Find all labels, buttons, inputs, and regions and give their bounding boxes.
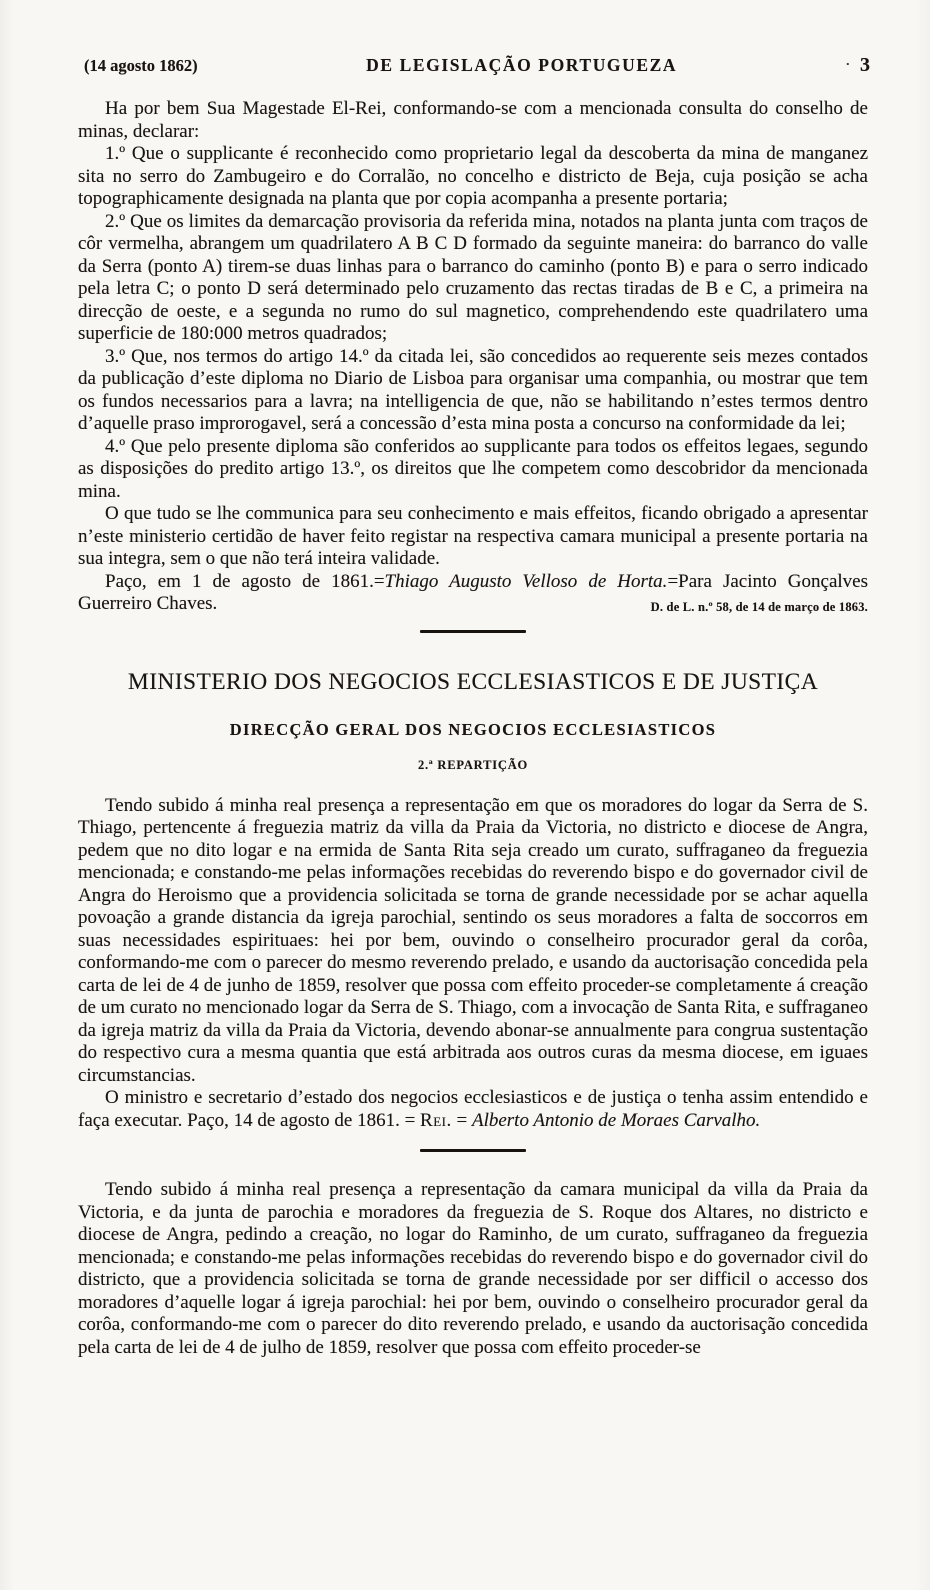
decree-raminho <box>78 1179 868 1359</box>
decree-closing-separator: = <box>451 1109 472 1131</box>
decree-santa-rita-body: Tendo subido á minha real presença a representação em que os moradores do logar da Serra de S. Thiago, pertencente á freguezia matriz da villa da Praia da Victoria, no districto e diocese de Angra, pedem que no dito logar e na ermida de Santa Rita seja creado um curato, suffraganeo da freguezia mencionada; e constando-me pelas informações recebidas do reverendo bispo e do governador civil de Angra do Heroismo que a providencia solicitada se torna de grande necessidade por se achar aquella povoação a grande distancia da igreja parochial, sentindo os seus moradores a falta de soccorros em suas necessidades espirituaes: hei por bem, ouvindo o conselheiro procurador geral da corôa, conformando-me com o parecer do mesmo reverendo prelado, e usando da auctorisação concedida pela carta de lei de 4 de junho de 1859, resolver que possa com effeito proceder-se completamente á creação de um curato no mencionado logar da Serra de S. Thiago, com a invocação de Santa Rita, e suffraganeo da igreja matriz da villa da Praia da Victoria, devendo abonar-se annualmente para congrua sustentação do respectivo cura a mesma quantia que está arbitrada aos outros curas da mesma diocese, em iguaes circumstancias. <box>78 794 868 1086</box>
journal-title: DE LEGISLAÇÃO PORTUGUEZA <box>366 55 678 75</box>
ministry-subheading: DIRECÇÃO GERAL DOS NEGOCIOS ECCLESIASTICOS <box>229 719 717 739</box>
page-content <box>0 77 930 1359</box>
header-date: (14 agosto 1862) <box>84 56 198 75</box>
decree-santa-rita <box>78 795 868 1133</box>
mining-portaria-section <box>78 98 868 616</box>
portaria-paragraph-notice: O que tudo se lhe communica para seu conhecimento e mais effeitos, ficando obrigado a apresentar n’este ministerio certidão de haver feito registar na respectiva camara municipal a presente portaria na sua integra, sem o que não terá inteira validade. <box>78 503 868 569</box>
decree-closing-text: O ministro e secretario d’estado dos negocios ecclesiasticos e de justiça o tenha assim entendido e faça executar. Paço, 14 de agosto de 1861. = <box>78 1087 868 1131</box>
ministry-division-label: 2.ª REPARTIÇÃO <box>417 757 529 772</box>
portaria-paragraph-3: 3.º Que, nos termos do artigo 14.º da citada lei, são concedidos ao requerente seis mezes contados da publicação d’este diploma no Diario de Lisboa para organisar uma companhia, ou mostrar que tem os fundos necessarios para a lavra; na intelligencia de que, não se habilitando n’estes termos dentro d’aquelle praso improrogavel, será a concessão d’esta mina posta a concurso na conformidade da lei; <box>78 345 868 434</box>
portaria-paragraph-intro: Ha por bem Sua Magestade El-Rei, conformando-se com a mencionada consulta do conselho de minas, declarar: <box>78 98 868 142</box>
decree-santa-rita-closing <box>78 1087 868 1132</box>
section-divider-2 <box>420 1149 526 1152</box>
portaria-paragraph-2: 2.º Que os limites da demarcação provisoria da referida mina, notados na planta junta com traços de côr vermelha, abrangem um quadrilatero A B C D formado da seguinte maneira: do barranco do valle da Serra (ponto A) tirem-se duas linhas para o barranco do caminho (ponto B) e para o serro indicado pela letra C; o ponto D será determinado pelo cruzamento das rectas tiradas de B e C, a primeira na direcção de oeste, e a segunda no rumo do sul magnetico, comprehendendo este quadrilatero uma superficie de 180:000 metros quadrados; <box>78 210 868 344</box>
portaria-signature: Thiago Augusto Velloso de Horta. <box>384 570 668 592</box>
ministry-heading: MINISTERIO DOS NEGOCIOS ECCLESIASTICOS E DE JUSTIÇA <box>127 668 819 695</box>
section-divider <box>420 630 526 633</box>
portaria-paragraph-4: 4.º Que pelo presente diploma são conferidos ao supplicante para todos os effeitos legaes, segundo as disposições do predito artigo 13.º, os direitos que lhe competem como descobridor da mencionada mina. <box>78 435 868 502</box>
page-number <box>846 54 870 77</box>
reference-footnote: D. de L. n.º 58, de 14 de março de 1863. <box>650 599 868 614</box>
page-number-value: 3 <box>860 54 870 76</box>
portaria-paragraph-1: 1.º Que o supplicante é reconhecido como proprietario legal da descoberta da mina de manganez sita no serro do Zambugeiro e do Corralão, no concelho e districto de Beja, cuja posição se acha topographicamente designada na planta que por copia acompanha a presente portaria; <box>78 143 868 209</box>
ministry-section <box>78 668 868 1360</box>
page-header <box>0 0 930 77</box>
rei-smallcaps: Rei. <box>420 1109 452 1131</box>
decree-raminho-body: Tendo subido á minha real presença a representação da camara municipal da villa da Praia da Victoria, e da junta de parochia e moradores da freguezia de S. Roque dos Altares, no districto e diocese de Angra, pedindo a creação, no logar do Raminho, de um curato, suffraganeo da freguezia mencionada; e constando-me pelas informações recebidas do reverendo bispo e do governador civil do districto, que a providencia solicitada se torna de grande necessidade por ser difficil o accesso dos moradores d’aquelle logar á igreja parochial: hei por bem, ouvindo o conselheiro procurador geral da corôa, conformando-me com o parecer do dito reverendo prelado, e usando da auctorisação concedida pela carta de lei de 4 de julho de 1859, resolver que possa com effeito proceder-se <box>78 1179 868 1358</box>
portaria-closing-addressee: =Para Jacinto Gonçalves Guerreiro Chaves. <box>78 570 868 614</box>
decree-minister-signature: Alberto Antonio de Moraes Carvalho. <box>471 1109 761 1131</box>
page-number-dot: · <box>845 56 850 71</box>
portaria-closing-date: Paço, em 1 de agosto de 1861.= <box>105 570 385 592</box>
